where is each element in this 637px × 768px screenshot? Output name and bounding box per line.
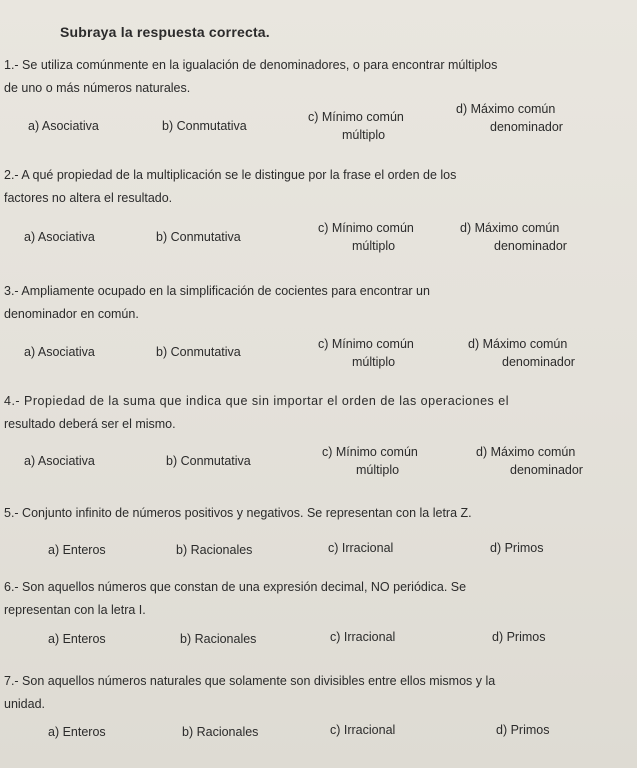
option-b[interactable]: b) Conmutativa	[166, 454, 251, 468]
question-text	[4, 498, 614, 528]
option-d-line-2: denominador	[490, 120, 563, 134]
option-c[interactable]: c) Irracional	[328, 541, 394, 555]
question-text	[4, 276, 614, 322]
option-d-line-1: d) Máximo común	[468, 337, 568, 351]
question-text	[4, 386, 614, 432]
option-d-line-2: denominador	[494, 239, 567, 253]
option-b[interactable]: b) Conmutativa	[156, 230, 241, 244]
option-c[interactable]: c) Irracional	[330, 723, 396, 737]
option-a[interactable]: a) Enteros	[48, 632, 106, 646]
option-d-line-2: denominador	[510, 463, 583, 477]
option-a[interactable]: a) Asociativa	[24, 345, 95, 359]
question-line-2: unidad.	[4, 697, 46, 711]
option-d-line-2: denominador	[502, 355, 575, 369]
option-c[interactable]	[322, 443, 418, 479]
question-text	[4, 666, 614, 712]
question-text	[4, 50, 614, 96]
option-d[interactable]	[456, 100, 563, 136]
option-c-line-1: c) Mínimo común	[308, 110, 404, 124]
question-line-1: 7.- Son aquellos números naturales que solamente son divisibles entre ellos mismos y la	[4, 674, 496, 688]
option-b[interactable]: b) Racionales	[176, 543, 253, 557]
question-line-1: 1.- Se utiliza comúnmente en la igualación de denominadores, o para encontrar múltiplos	[4, 58, 498, 72]
question-line-2: resultado deberá ser el mismo.	[4, 417, 176, 431]
question-line-2: denominador en común.	[4, 307, 139, 321]
option-c-line-2: múltiplo	[352, 239, 396, 253]
question-line-1: 4.- Propiedad de la suma que indica que sin importar el orden de las operaciones el	[4, 394, 509, 408]
option-b[interactable]: b) Racionales	[182, 725, 259, 739]
question-line-1: 3.- Ampliamente ocupado en la simplificación de cocientes para encontrar un	[4, 284, 430, 298]
question-line-1: 6.- Son aquellos números que constan de una expresión decimal, NO periódica. Se	[4, 580, 467, 594]
option-b[interactable]: b) Conmutativa	[156, 345, 241, 359]
question-line-2: factores no altera el resultado.	[4, 191, 173, 205]
option-b[interactable]: b) Conmutativa	[162, 119, 247, 133]
option-a[interactable]: a) Asociativa	[24, 454, 95, 468]
option-d[interactable]: d) Primos	[492, 630, 546, 644]
question-line-1: 5.- Conjunto infinito de números positivos y negativos. Se representan con la letra Z.	[4, 506, 472, 520]
option-b[interactable]: b) Racionales	[180, 632, 257, 646]
option-a[interactable]: a) Asociativa	[28, 119, 99, 133]
option-d[interactable]: d) Primos	[496, 723, 550, 737]
worksheet-title: Subraya la respuesta correcta.	[60, 24, 270, 40]
option-d-line-1: d) Máximo común	[456, 102, 556, 116]
option-c-line-2: múltiplo	[342, 128, 386, 142]
question-line-2: de uno o más números naturales.	[4, 81, 191, 95]
question-text	[4, 160, 614, 206]
option-c[interactable]	[318, 219, 414, 255]
option-a[interactable]: a) Enteros	[48, 725, 106, 739]
option-c-line-2: múltiplo	[352, 355, 396, 369]
option-d[interactable]	[460, 219, 567, 255]
option-c[interactable]	[318, 335, 414, 371]
option-a[interactable]: a) Enteros	[48, 543, 106, 557]
question-text	[4, 572, 614, 618]
option-d[interactable]	[468, 335, 575, 371]
question-line-1: 2.- A qué propiedad de la multiplicación se le distingue por la frase el orden de los	[4, 168, 457, 182]
option-c[interactable]	[308, 108, 404, 144]
option-d[interactable]: d) Primos	[490, 541, 544, 555]
option-c[interactable]: c) Irracional	[330, 630, 396, 644]
option-d[interactable]	[476, 443, 583, 479]
option-c-line-1: c) Mínimo común	[318, 337, 414, 351]
question-line-2: representan con la letra I.	[4, 603, 146, 617]
option-c-line-1: c) Mínimo común	[322, 445, 418, 459]
option-c-line-2: múltiplo	[356, 463, 400, 477]
option-a[interactable]: a) Asociativa	[24, 230, 95, 244]
option-c-line-1: c) Mínimo común	[318, 221, 414, 235]
option-d-line-1: d) Máximo común	[476, 445, 576, 459]
option-d-line-1: d) Máximo común	[460, 221, 560, 235]
